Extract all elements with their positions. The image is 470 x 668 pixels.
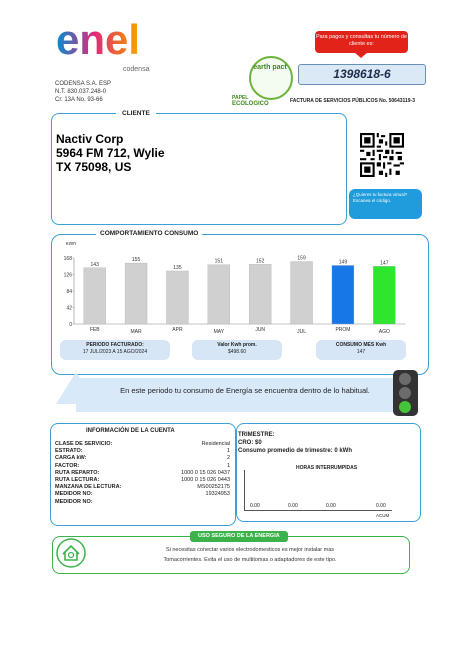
account-info-value: 1	[226, 462, 230, 469]
account-info-label: RUTA REPARTO:	[55, 469, 100, 476]
bar	[166, 271, 188, 324]
qr-code-icon[interactable]	[360, 133, 404, 177]
payment-note: Para pagos y consultas tu número de cliente es:	[315, 31, 408, 53]
bar-value-label: 135	[173, 264, 182, 271]
x-tick-label: MAR	[130, 329, 142, 335]
account-info-row	[55, 455, 230, 462]
warning-icon	[56, 372, 96, 404]
account-info-value: 1000 0 15 026 0443	[181, 477, 230, 483]
horas-axis	[244, 470, 245, 511]
horas-value: 0.00	[376, 503, 386, 509]
account-info-value: 1	[226, 448, 230, 455]
bar-value-label: 152	[256, 258, 265, 265]
down-arrow-icon	[354, 52, 368, 58]
x-tick-label: AGO	[378, 329, 390, 335]
company-info: CODENSA S.A. ESP N.T. 830.037.248-0 Cr. 13A No. 93-66	[55, 81, 112, 103]
uso-seguro-tab: USO SEGURO DE LA ENERGIA	[190, 531, 288, 542]
horas-interrumpidas-title: HORAS INTERRUMPIDAS	[296, 465, 358, 471]
enel-logo	[56, 20, 166, 65]
y-tick-label: 84	[66, 289, 72, 295]
account-info-value: 19324953	[205, 491, 230, 498]
traffic-light-icon	[393, 370, 418, 416]
trimestre-info: TRIMESTRE: CRO: $0 Consumo promedio de trimestre: 0 kWh	[238, 432, 353, 454]
codensa-label: codensa	[123, 66, 150, 73]
ecologico-label: ECOLOGICO	[232, 101, 269, 107]
bar-value-label: 151	[214, 258, 223, 265]
account-info-row	[55, 470, 230, 477]
x-tick-label: JUN	[255, 327, 266, 333]
x-tick-label: JUL	[297, 329, 307, 335]
client-number: 1398618-6	[298, 64, 426, 85]
account-info-row	[55, 463, 230, 470]
y-tick-label: 42	[66, 305, 72, 312]
client-address: Nactiv Corp 5964 FM 712, Wylie TX 75098, US	[56, 132, 165, 174]
y-tick-label: 126	[63, 272, 72, 279]
valor-kwh: Valor Kwh prom. $498.60	[192, 340, 282, 360]
bar	[332, 265, 354, 324]
account-info-label: MANZANA DE LECTURA:	[55, 484, 122, 491]
account-info-label: MEDIDOR NO:	[55, 491, 93, 498]
papel-label: PAPEL	[232, 95, 249, 101]
account-info-value: Residencial	[201, 441, 230, 447]
account-info-title: INFORMACIÓN DE LA CUENTA	[86, 428, 175, 434]
account-info-row	[55, 448, 230, 455]
account-info-row	[55, 484, 230, 491]
x-tick-label: FEB	[89, 327, 100, 333]
account-info-row	[55, 499, 230, 506]
horas-baseline	[244, 510, 392, 511]
earth-pact-label: earth pact	[253, 64, 287, 71]
bar-value-label: 155	[131, 257, 141, 264]
x-tick-label: MAY	[213, 329, 225, 335]
svg-text:enel: enel	[56, 20, 141, 63]
account-info-label: FACTOR:	[55, 462, 80, 469]
account-info-label: RUTA LECTURA:	[55, 477, 100, 483]
bar	[125, 263, 147, 324]
consumo-tab: COMPORTAMIENTO CONSUMO	[96, 230, 202, 237]
horas-value: 0.00	[326, 503, 336, 509]
factura-number: FACTURA DE SERVICIOS PÚBLICOS No. 50643119-3	[290, 98, 416, 104]
bar-value-label: 159	[297, 255, 306, 262]
bar-value-label: 149	[338, 259, 348, 266]
horas-value: 0.00	[250, 503, 260, 509]
account-info-row	[55, 477, 230, 484]
bar	[249, 264, 271, 324]
bar	[373, 266, 395, 324]
consumption-chart	[60, 242, 410, 337]
x-tick-label: APR	[172, 327, 183, 333]
bar-value-label: 143	[90, 261, 99, 268]
house-plug-icon	[56, 538, 86, 568]
x-tick-label: PROM	[335, 327, 351, 333]
account-info-row	[55, 491, 230, 498]
cliente-tab: CLIENTE	[116, 110, 156, 117]
earth-pact-icon	[249, 56, 293, 100]
horas-value: 0.00	[288, 503, 298, 509]
y-tick-label: 168	[63, 256, 72, 262]
acum-label: ACUM	[376, 513, 390, 518]
account-info-label: CLASE DE SERVICIO:	[55, 441, 113, 447]
account-info-row	[55, 441, 230, 448]
y-axis-label: kWh	[66, 242, 76, 247]
bar	[208, 265, 230, 324]
y-tick-label: 0	[69, 322, 72, 328]
account-info-label: CARGA kW:	[55, 455, 87, 462]
bar-value-label: 147	[380, 260, 389, 267]
account-info-value: 2	[226, 455, 230, 462]
bar	[291, 262, 313, 324]
bar	[84, 268, 106, 324]
account-info-label: ESTRATO:	[55, 448, 83, 455]
virtual-invoice-note: ¿Quieres tu factura virtual? Escanea el código.	[349, 189, 422, 219]
uso-seguro-text: Si necesitas conectar varios electrodomesticos es mejor instalar mas Tomacorrientes. Evita el uso de multitomas o adaptadores de este tipo.	[163, 547, 337, 563]
account-info-value: 1000 0 15 026 0437	[181, 469, 230, 476]
alert-message: En este periodo tu consumo de Energía se encuentra dentro de lo habitual.	[120, 386, 370, 395]
account-info-label: MEDIDOR NO:	[55, 498, 93, 505]
account-info-value: MS00252175	[197, 484, 230, 491]
periodo-facturado: PERIODO FACTURADO: 17 JUL/2023 A 15 AGO/2024	[60, 340, 170, 360]
consumo-mes: CONSUMO MES Kwh 147	[316, 340, 406, 360]
